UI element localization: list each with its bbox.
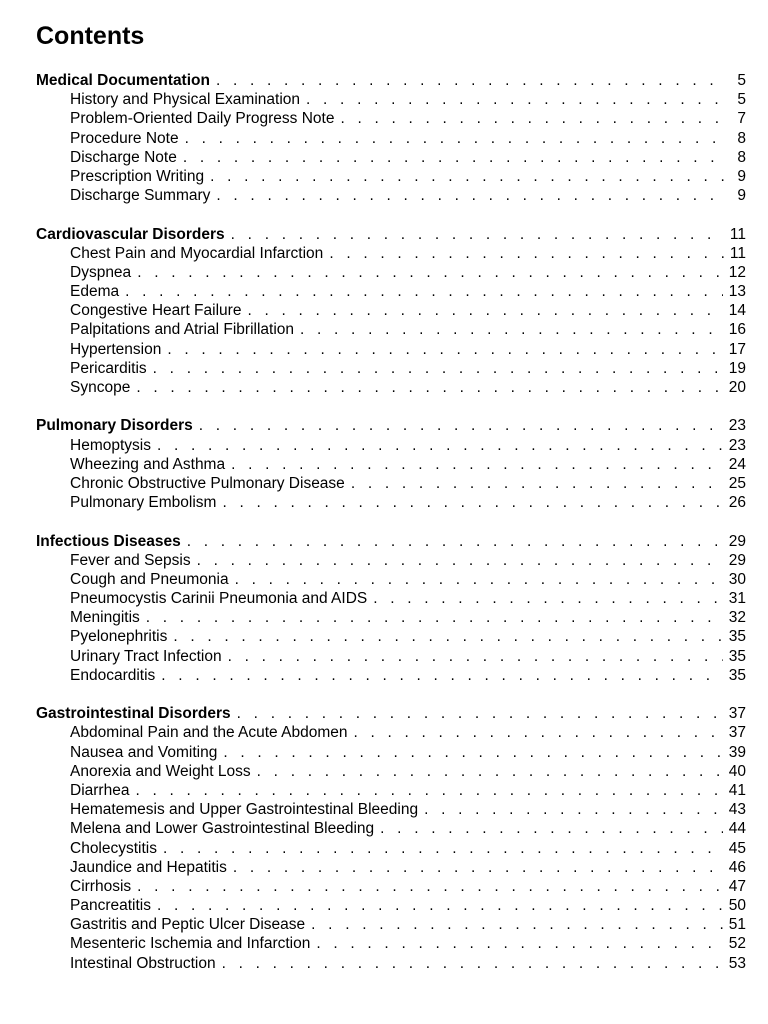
toc-entry[interactable]	[36, 570, 746, 589]
toc-section	[36, 225, 746, 398]
page-number: 47	[728, 877, 746, 895]
toc-entry[interactable]	[36, 455, 746, 474]
toc-entry[interactable]	[36, 627, 746, 646]
dot-leader	[199, 416, 723, 435]
entry-title: Pulmonary Embolism	[70, 494, 217, 512]
page-number: 40	[728, 762, 746, 780]
section-title: Cardiovascular Disorders	[36, 225, 225, 243]
page-number: 26	[728, 494, 746, 512]
page-number: 24	[728, 455, 746, 473]
page-number: 8	[737, 129, 746, 147]
toc-entry[interactable]	[36, 378, 746, 397]
entry-title: Problem-Oriented Daily Progress Note	[70, 110, 335, 128]
toc-entry[interactable]	[36, 129, 746, 148]
page-number: 50	[728, 897, 746, 915]
toc-entry[interactable]	[36, 819, 746, 838]
toc-section	[36, 71, 746, 205]
page-number: 46	[728, 858, 746, 876]
entry-title: Abdominal Pain and the Acute Abdomen	[70, 724, 348, 742]
page-number: 9	[737, 187, 746, 205]
page-number: 39	[728, 743, 746, 761]
page-number: 23	[728, 436, 746, 454]
entry-title: History and Physical Examination	[70, 91, 301, 109]
dot-leader	[231, 225, 724, 244]
entry-title: Pyelonephritis	[70, 628, 168, 646]
entry-title: Intestinal Obstruction	[70, 954, 216, 972]
dot-leader	[173, 627, 722, 646]
entry-title: Hemoptysis	[70, 436, 151, 454]
dot-leader	[222, 954, 723, 973]
page-number: 23	[728, 417, 746, 435]
dot-leader	[231, 455, 723, 474]
page-number: 7	[737, 110, 746, 128]
page-number: 35	[728, 647, 746, 665]
dot-leader	[351, 474, 723, 493]
dot-leader	[329, 244, 724, 263]
page-number: 11	[729, 225, 746, 243]
toc-entry[interactable]	[36, 800, 746, 819]
toc-section-heading[interactable]	[36, 225, 746, 244]
page-number: 11	[729, 244, 746, 262]
toc-entry[interactable]	[36, 90, 746, 109]
entry-title: Chest Pain and Myocardial Infarction	[70, 244, 324, 262]
entry-title: Melena and Lower Gastrointestinal Bleeding	[70, 820, 375, 838]
dot-leader	[235, 570, 723, 589]
page-number: 5	[737, 91, 746, 109]
toc-entry[interactable]	[36, 263, 746, 282]
toc-entry[interactable]	[36, 666, 746, 685]
entry-title: Hypertension	[70, 340, 162, 358]
dot-leader	[125, 282, 723, 301]
section-title: Gastrointestinal Disorders	[36, 705, 231, 723]
toc-entry[interactable]	[36, 839, 746, 858]
dot-leader	[257, 762, 723, 781]
entry-title: Urinary Tract Infection	[70, 647, 222, 665]
entry-title: Cough and Pneumonia	[70, 570, 229, 588]
dot-leader	[306, 90, 724, 109]
page-number: 9	[737, 167, 746, 185]
toc-entry[interactable]	[36, 954, 746, 973]
page-number: 52	[728, 935, 746, 953]
page-number: 30	[728, 570, 746, 588]
entry-title: Dyspnea	[70, 263, 132, 281]
toc-entry[interactable]	[36, 282, 746, 301]
dot-leader	[157, 896, 723, 915]
toc-entry[interactable]	[36, 109, 746, 128]
entry-title: Jaundice and Hepatitis	[70, 858, 227, 876]
toc-section	[36, 704, 746, 973]
toc-section	[36, 416, 746, 512]
toc-entry[interactable]	[36, 436, 746, 455]
dot-leader	[136, 378, 722, 397]
dot-leader	[183, 148, 724, 167]
entry-title: Fever and Sepsis	[70, 551, 191, 569]
page-title: Contents	[36, 22, 145, 50]
entry-title: Pericarditis	[70, 359, 147, 377]
entry-title: Chronic Obstructive Pulmonary Disease	[70, 474, 345, 492]
dot-leader	[424, 800, 723, 819]
toc-entry[interactable]	[36, 589, 746, 608]
page-number: 8	[737, 148, 746, 166]
page-number: 35	[728, 628, 746, 646]
entry-title: Pneumocystis Carinii Pneumonia and AIDS	[70, 590, 368, 608]
toc-entry[interactable]	[36, 148, 746, 167]
entry-title: Meningitis	[70, 609, 140, 627]
page-number: 25	[728, 474, 746, 492]
toc-section-heading[interactable]	[36, 71, 746, 90]
toc-entry[interactable]	[36, 186, 746, 205]
page-number: 14	[728, 302, 746, 320]
dot-leader	[216, 186, 724, 205]
dot-leader	[187, 532, 723, 551]
page-number: 35	[728, 666, 746, 684]
toc-entry[interactable]	[36, 896, 746, 915]
dot-leader	[228, 647, 723, 666]
entry-title: Nausea and Vomiting	[70, 743, 218, 761]
page-number: 37	[728, 724, 746, 742]
dot-leader	[185, 129, 724, 148]
page-number: 37	[728, 705, 746, 723]
toc-entry[interactable]	[36, 647, 746, 666]
entry-title: Pancreatitis	[70, 897, 151, 915]
page-number: 32	[728, 609, 746, 627]
entry-title: Mesenteric Ischemia and Infarction	[70, 935, 311, 953]
page-number: 53	[728, 954, 746, 972]
page-number: 13	[728, 283, 746, 301]
toc-section-heading[interactable]	[36, 704, 746, 723]
toc-entry[interactable]	[36, 493, 746, 512]
dot-leader	[247, 301, 722, 320]
dot-leader	[210, 167, 724, 186]
dot-leader	[167, 340, 722, 359]
dot-leader	[216, 71, 724, 90]
toc-entry[interactable]	[36, 608, 746, 627]
page-number: 44	[728, 820, 746, 838]
toc-section-heading[interactable]	[36, 416, 746, 435]
toc-entry[interactable]	[36, 723, 746, 742]
dot-leader	[135, 781, 722, 800]
entry-title: Discharge Summary	[70, 187, 211, 205]
dot-leader	[300, 320, 723, 339]
section-title: Pulmonary Disorders	[36, 417, 193, 435]
dot-leader	[311, 915, 723, 934]
entry-title: Cholecystitis	[70, 839, 157, 857]
toc-entry[interactable]	[36, 320, 746, 339]
dot-leader	[146, 608, 723, 627]
entry-title: Edema	[70, 283, 120, 301]
dot-leader	[153, 359, 723, 378]
dot-leader	[380, 819, 723, 838]
dot-leader	[137, 877, 723, 896]
dot-leader	[353, 723, 722, 742]
toc-entry[interactable]	[36, 359, 746, 378]
dot-leader	[157, 436, 723, 455]
dot-leader	[197, 551, 723, 570]
toc-entry[interactable]	[36, 858, 746, 877]
dot-leader	[137, 263, 723, 282]
page-number: 16	[728, 321, 746, 339]
page-number: 51	[728, 916, 746, 934]
entry-title: Wheezing and Asthma	[70, 455, 226, 473]
toc-entry[interactable]	[36, 743, 746, 762]
page-number: 43	[728, 801, 746, 819]
toc-entry[interactable]	[36, 244, 746, 263]
toc-section	[36, 532, 746, 686]
dot-leader	[161, 666, 722, 685]
toc-section-heading[interactable]	[36, 532, 746, 551]
entry-title: Prescription Writing	[70, 167, 205, 185]
entry-title: Endocarditis	[70, 666, 156, 684]
page-number: 12	[728, 263, 746, 281]
dot-leader	[316, 934, 722, 953]
dot-leader	[373, 589, 723, 608]
toc-entry[interactable]	[36, 167, 746, 186]
section-title: Infectious Diseases	[36, 532, 181, 550]
toc-entry[interactable]	[36, 915, 746, 934]
toc-entry[interactable]	[36, 340, 746, 359]
page-number: 20	[728, 379, 746, 396]
toc-entry[interactable]	[36, 301, 746, 320]
toc-entry[interactable]	[36, 762, 746, 781]
entry-title: Hematemesis and Upper Gastrointestinal Bleeding	[70, 801, 419, 819]
dot-leader	[233, 858, 723, 877]
entry-title: Syncope	[70, 379, 131, 396]
entry-title: Anorexia and Weight Loss	[70, 762, 251, 780]
dot-leader	[163, 839, 723, 858]
dot-leader	[237, 704, 723, 723]
section-title: Medical Documentation	[36, 72, 210, 89]
entry-title: Discharge Note	[70, 148, 177, 166]
page-number: 29	[728, 551, 746, 569]
dot-leader	[223, 743, 722, 762]
page-number: 5	[737, 72, 746, 89]
page-number: 31	[728, 590, 746, 608]
toc-entry[interactable]	[36, 551, 746, 570]
entry-title: Congestive Heart Failure	[70, 302, 242, 320]
entry-title: Diarrhea	[70, 781, 130, 799]
toc-entry[interactable]	[36, 474, 746, 493]
entry-title: Gastritis and Peptic Ulcer Disease	[70, 916, 306, 934]
toc-entry[interactable]	[36, 934, 746, 953]
dot-leader	[340, 109, 724, 128]
page-number: 17	[728, 340, 746, 358]
entry-title: Palpitations and Atrial Fibrillation	[70, 321, 295, 339]
toc-sections	[36, 71, 746, 992]
page-number: 45	[728, 839, 746, 857]
toc-entry[interactable]	[36, 781, 746, 800]
page-number: 41	[728, 781, 746, 799]
page-number: 29	[728, 532, 746, 550]
entry-title: Cirrhosis	[70, 877, 132, 895]
toc-entry[interactable]	[36, 877, 746, 896]
entry-title: Procedure Note	[70, 129, 179, 147]
page-number: 19	[728, 359, 746, 377]
dot-leader	[222, 493, 722, 512]
